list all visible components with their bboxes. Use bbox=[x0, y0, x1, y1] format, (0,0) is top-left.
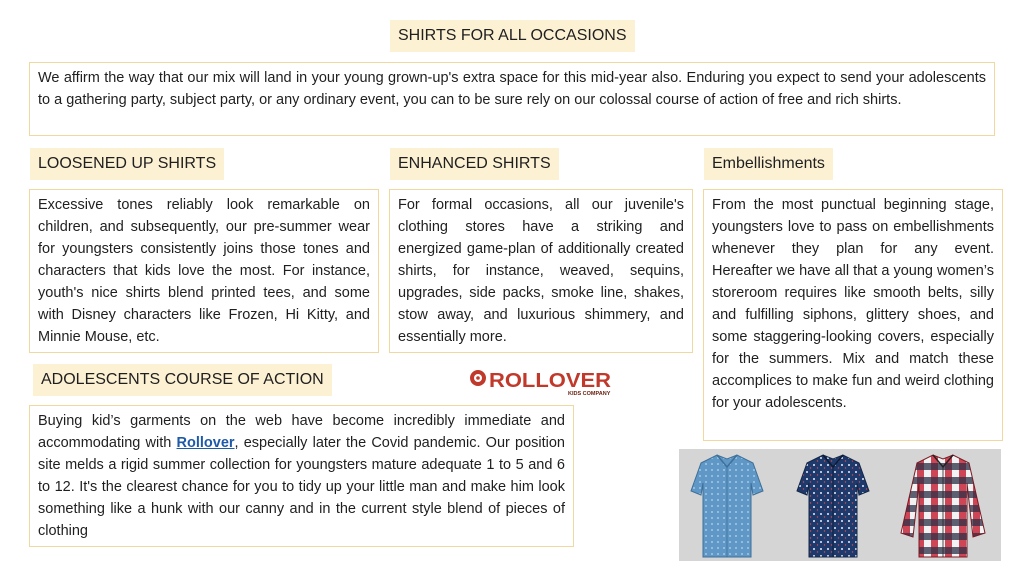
section-heading-enhanced: ENHANCED SHIRTS bbox=[390, 148, 559, 180]
intro-box bbox=[29, 62, 995, 136]
logo-wordmark: ROLLOVER bbox=[489, 370, 612, 392]
section-text: Buying kid’s garments on the web have become incredibly immediate and accommodating with bbox=[38, 413, 565, 451]
section-heading-loosened: LOOSENED UP SHIRTS bbox=[30, 148, 224, 180]
rollover-logo bbox=[468, 366, 614, 398]
section-body-enhanced bbox=[389, 189, 693, 353]
section-text: For formal occasions, all our juvenile's clothing stores have a striking and energized game-plan of additionally created shirts, for instance, weaved, sequins, upgrades, side packs, smoke line, shakes, stow away, and luxurious shimmery, and essentially more. bbox=[398, 197, 684, 345]
rollover-link[interactable]: Rollover bbox=[176, 435, 235, 451]
logo-tagline: KIDS COMPANY bbox=[568, 391, 611, 397]
page-title: SHIRTS FOR ALL OCCASIONS bbox=[390, 20, 635, 52]
section-text: From the most punctual beginning stage, youngsters love to pass on embellishments whenever they plan for any event. Hereafter we have all that a young women’s storeroom requires like smooth belts, silly and fulfilling siphons, glittery shoes, and some staggering-looking covers, especially for the summers. Mix and match these accomplices to make fun and weird clothing for your adolescents. bbox=[712, 197, 994, 411]
section-text: Excessive tones reliably look remarkable on children, and subsequently, our pre-summer wear for youngsters consistently joins those tones and characters that kids love the most. For instance, youth's nice shirts blend printed tees, and some with Disney characters like Frozen, Hi Kitty, and Minnie Mouse, etc. bbox=[38, 197, 370, 345]
section-body-embellishments bbox=[703, 189, 1003, 441]
section-body-adolescents bbox=[29, 405, 574, 547]
intro-text: We affirm the way that our mix will land in your young grown-up's extra space for this mid-year also. Enduring you expect to send your adolescents to a gathering party, subject party, or any ordinary event, you can to be sure rely on our colossal course of action of free and rich shirts. bbox=[38, 70, 986, 108]
section-text: , especially later the Covid pandemic. Our position site melds a rigid summer collection for youngsters mature adequate 1 to 5 and 6 to 12. It's the clearest chance for you to tidy up your little man and make him look something like a hunk with our canny and in the current style blend of pieces of clothing bbox=[38, 435, 565, 539]
section-body-loosened bbox=[29, 189, 379, 353]
section-heading-embellishments: Embellishments bbox=[704, 148, 833, 180]
section-heading-adolescents: ADOLESCENTS COURSE OF ACTION bbox=[33, 364, 332, 396]
shirts-photo bbox=[679, 449, 1001, 561]
